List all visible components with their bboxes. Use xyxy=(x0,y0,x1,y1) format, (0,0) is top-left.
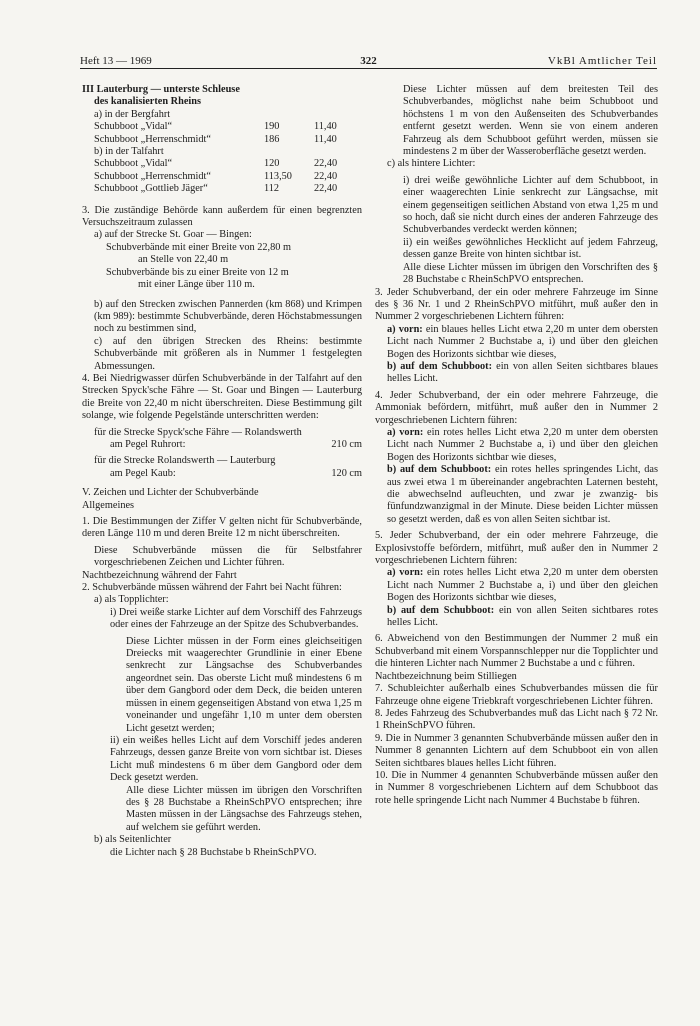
paragraph-5b xyxy=(375,605,658,630)
row-name: Schubboot „Herrenschmidt“ xyxy=(94,133,211,145)
paragraph-v2b: b) als Seitenlichter xyxy=(94,834,172,846)
item-text: ein rotes helles Licht etwa 2,20 m unter dem obersten Licht nach Nummer 2 Buchstabe a, i) und über den gleichen Bogen des Horizonts sichtbar wie dieses, xyxy=(387,426,658,463)
text-line: a) auf der Strecke St. Goar — Bingen: xyxy=(94,229,252,241)
item-text: ein blaues helles Licht etwa 2,20 m unter dem obersten Licht nach Nummer 2 Buchstabe a, i) und über den gleichen Bogen des Horizonts sichtbar wie dieses, xyxy=(387,323,658,360)
paragraph-c-end: Alle diese Lichter müssen im übrigen den Vorschriften des § 28 Buchstabe c RheinSchPVO entsprechen. xyxy=(403,261,658,286)
paragraph-9: 9. Die in Nummer 3 genannten Schubverbände müssen außer den in Nummer 8 genannten Lichtern auf dem Schubboot ein von allen Seiten sichtbares blaues helles Licht führen. xyxy=(375,732,658,769)
paragraph-8: 8. Jedes Fahrzeug des Schubverbandes muß das Licht nach § 72 Nr. 1 RheinSchPVO führen. xyxy=(375,707,658,732)
paragraph-3a xyxy=(375,324,658,361)
paragraph-10: 10. Die in Nummer 4 genannten Schubverbände müssen außer den in Nummer 8 vorgeschriebenen Lichtern auf dem Schubboot das rote helle springende Licht nach Nummer 4 Buchstabe b führen. xyxy=(375,769,658,806)
paragraph-v2: 2. Schubverbände müssen während der Fahrt bei Nacht führen: xyxy=(82,582,342,594)
row-value-2: 11,40 xyxy=(314,121,337,133)
item-key: b) auf dem Schubboot: xyxy=(387,604,495,616)
row-name: Schubboot „Vidal“ xyxy=(94,158,173,170)
row-value-2: 22,40 xyxy=(314,170,338,182)
section-title: III Lauterburg — unterste Schleuse xyxy=(82,84,240,95)
paragraph-v1b: Diese Schubverbände müssen die für Selbstfahrer vorgeschriebenen Zeichen und Lichter führen. xyxy=(94,544,362,569)
row-value-1: 186 xyxy=(264,133,280,145)
text-line: Schubverbände bis zu einer Breite von 12 m xyxy=(106,266,289,278)
paragraph-3c: c) auf den übrigen Strecken des Rheins: bestimmte Schubverbände mit größeren als in Nummer 1 festgelegten Abmessungen. xyxy=(94,335,362,372)
paragraph-v2ai: i) Drei weiße starke Lichter auf dem Vorschiff des Fahrzeugs oder eines der Fahrzeuge an der Spitze des Schubverbandes. xyxy=(110,606,362,631)
paragraph-5a xyxy=(375,567,658,604)
row-value-2: 22,40 xyxy=(314,183,338,195)
item-text: ein von allen Seiten sichtbares blaues helles Licht. xyxy=(387,360,658,385)
paragraph-6: 6. Abweichend von den Bestimmungen der Nummer 2 muß ein Schubverband mit einem Vorspannschlepper nur die Topplichter und die hinteren Lichter nach Nummer 2 Buchstabe a und c führen. xyxy=(375,633,658,670)
section-v-heading: V. Zeichen und Lichter der Schubverbände xyxy=(82,487,259,499)
table-row xyxy=(94,134,354,146)
bergfahrt-label: a) in der Bergfahrt xyxy=(94,108,171,120)
paragraph-4: 4. Jeder Schubverband, der ein oder mehrere Fahrzeuge, die Ammoniak befördern, mitführt, muß außer den in Nummer 2 vorgeschriebenen Lichtern führen: xyxy=(375,389,658,426)
paragraph-c: c) als hintere Lichter: xyxy=(387,158,476,170)
row-value-2: 11,40 xyxy=(314,133,337,145)
talfahrt-table xyxy=(94,158,354,195)
row-value-1: 120 xyxy=(264,158,280,170)
paragraph-3: 3. Die zuständige Behörde kann außerdem für einen begrenzten Versuchszeitraum zulassen xyxy=(82,204,362,229)
item-text: ein von allen Seiten sichtbares rotes helles Licht. xyxy=(387,604,658,629)
text-line: für die Strecke Rolandswerth — Lauterburg xyxy=(94,455,276,467)
item-text: ein rotes helles springendes Licht, das aus zwei etwa 1 m übereinander angebrachten Laternen besteht, die abwechselnd aufleuchten, und zwar je zwanzig- bis fünfundzwanzigmal in der Minute. Diese beiden Lichter müssen so gesetzt werden, daß es von allen Seiten sichtbar ist. xyxy=(387,464,658,525)
item-text: ein rotes helles Licht etwa 2,20 m unter dem obersten Licht nach Nummer 2 Buchstabe a, i) und über den gleichen Bogen des Horizonts sichtbar wie dieses, xyxy=(387,567,658,604)
section-title-line2: des kanalisierten Rheins xyxy=(94,96,201,108)
pegel-row xyxy=(82,468,362,480)
row-name: Schubboot „Vidal“ xyxy=(94,121,173,133)
paragraph-3b: b) auf den Strecken zwischen Pannerden (km 868) und Krimpen (km 989): bestimmte Schubverbände, deren Höchstabmessungen noch zu bestimmen sind, xyxy=(94,298,362,335)
table-row xyxy=(94,158,354,170)
subheading-nacht: Nachtbezeichnung während der Fahrt xyxy=(82,569,237,581)
item-key: b) auf dem Schubboot: xyxy=(387,360,493,372)
header-rule xyxy=(80,68,657,69)
row-value-2: 22,40 xyxy=(314,158,338,170)
table-row xyxy=(94,121,354,133)
text-line: für die Strecke Spyck'sche Fähre — Rolandswerth xyxy=(94,426,302,438)
paragraph-4: 4. Bei Niedrigwasser dürfen Schubverbände in der Talfahrt auf den Strecken Spyck'sche Fähre — St. Goar und Bingen — Lauterburg die Breite von 22,40 m nicht überschreiten. Diese Bestimmung gilt solange, wie folgende Pegelstände unterschritten werden: xyxy=(82,372,362,422)
row-name: Schubboot „Gottlieb Jäger“ xyxy=(94,183,208,195)
paragraph-4b xyxy=(375,464,658,526)
pegel-row xyxy=(82,439,362,451)
publication-label: VkBl Amtlicher Teil xyxy=(547,55,657,67)
subheading-allgemeines: Allgemeines xyxy=(82,499,135,511)
paragraph-seitenlichter-detail: Diese Lichter müssen auf dem breitesten Teil des Schubverbandes, möglichst nahe beim Schubboot und höchstens 1 m von den Außenseiten des Schubverbandes entfernt gesetzt werden. Wenn sie von einem anderen Fahrzeug als dem Schubboot geführt werden, müssen sie mindestens 2 m über der Wasseroberfläche gesetzt werden. xyxy=(403,84,658,158)
pegel-label: am Pegel Ruhrort: xyxy=(110,438,186,450)
item-key: a) vorn: xyxy=(387,426,424,438)
pegel-label: am Pegel Kaub: xyxy=(110,467,176,479)
text-line: an Stelle von 22,40 m xyxy=(138,254,229,266)
paragraph-3a xyxy=(82,229,362,291)
subheading-stilliegen: Nachtbezeichnung beim Stilliegen xyxy=(375,670,517,682)
row-value-1: 112 xyxy=(264,183,280,195)
table-row xyxy=(94,171,354,183)
bergfahrt-table xyxy=(94,121,354,146)
row-name: Schubboot „Herrenschmidt“ xyxy=(94,170,211,182)
paragraph-cii: ii) ein weißes gewöhnliches Hecklicht auf jedem Fahrzeug, dessen ganze Breite von hinten sichtbar ist. xyxy=(403,236,658,261)
row-value-1: 113,50 xyxy=(264,170,292,182)
paragraph-3b xyxy=(375,361,658,386)
table-row xyxy=(94,183,354,195)
pegel-value: 120 cm xyxy=(331,467,362,479)
item-key: b) auf dem Schubboot: xyxy=(387,464,492,476)
left-column xyxy=(82,84,362,859)
text-line: Schubverbände mit einer Breite von 22,80 m xyxy=(106,241,292,253)
row-value-1: 190 xyxy=(264,121,280,133)
text-line: mit einer Länge über 110 m. xyxy=(138,279,255,291)
item-key: a) vorn: xyxy=(387,323,423,335)
paragraph-4a xyxy=(375,427,658,464)
page-number: 322 xyxy=(360,55,377,67)
paragraph-5: 5. Jeder Schubverband, der ein oder mehrere Fahrzeuge, die Explosivstoffe befördern, mitführt, muß außer den in Nummer 2 vorgeschriebenen Lichtern führen: xyxy=(375,530,658,567)
pegel-value: 210 cm xyxy=(331,438,362,450)
issue-label: Heft 13 — 1969 xyxy=(80,55,152,67)
paragraph-v2a-end: Alle diese Lichter müssen im übrigen den Vorschriften des § 28 Buchstabe a RheinSchPVO entsprechen; ihre Masten müssen in der Längsachse des Fahrzeugs stehen, auf welchem sie geführt werden. xyxy=(126,784,362,833)
talfahrt-label: b) in der Talfahrt xyxy=(94,146,164,158)
paragraph-v2ai-detail: Diese Lichter müssen in der Form eines gleichseitigen Dreiecks mit waagerechter Grundlinie in einer Ebene senkrecht zur Längsachse des Schubverbandes angeordnet sein. Das oberste Licht muß mindestens 6 m über dem Gangbord oder dem Deck, die beiden unteren müssen in einem gegenseitigen Abstand von etwa 1,25 m voneinander und ungefähr 1,10 m unter dem obersten Licht gesetzt werden; xyxy=(126,635,362,734)
paragraph-v1: 1. Die Bestimmungen der Ziffer V gelten nicht für Schubverbände, deren Länge 110 m und deren Breite 12 m nicht überschreiten. xyxy=(82,516,362,540)
paragraph-ci: i) drei weiße gewöhnliche Lichter auf dem Schubboot, in einer waagerechten Linie senkrecht zur Längsachse, mit einem gegenseitigen seitlichen Abstand von etwa 1,25 m und so hoch, daß sie nicht durch eines der anderen Fahrzeuge des Schubverbandes verdeckt werden können; xyxy=(403,174,658,236)
item-key: a) vorn: xyxy=(387,567,424,579)
paragraph-v2a: a) als Topplichter: xyxy=(94,594,169,606)
paragraph-7: 7. Schubleichter außerhalb eines Schubverbandes müssen die für Fahrzeuge ohne eigene Triebkraft vorgeschriebenen Lichter führen. xyxy=(375,683,658,707)
paragraph-3: 3. Jeder Schubverband, der ein oder mehrere Fahrzeuge im Sinne des § 36 Nr. 1 und 2 RheinSchPVO mitführt, muß außer den in Nummer 2 vorgeschriebenen Lichtern führen: xyxy=(375,286,658,323)
paragraph-v2aii: ii) ein weißes helles Licht auf dem Vorschiff jedes anderen Fahrzeugs, dessen ganze Breite von vorn sichtbar ist. Dieses Licht muß mindestens 6 m über dem Gangbord oder dem Deck gesetzt werden. xyxy=(110,734,362,784)
paragraph-v2b-text: die Lichter nach § 28 Buchstabe b RheinSchPVO. xyxy=(110,846,317,858)
right-column xyxy=(375,84,658,807)
